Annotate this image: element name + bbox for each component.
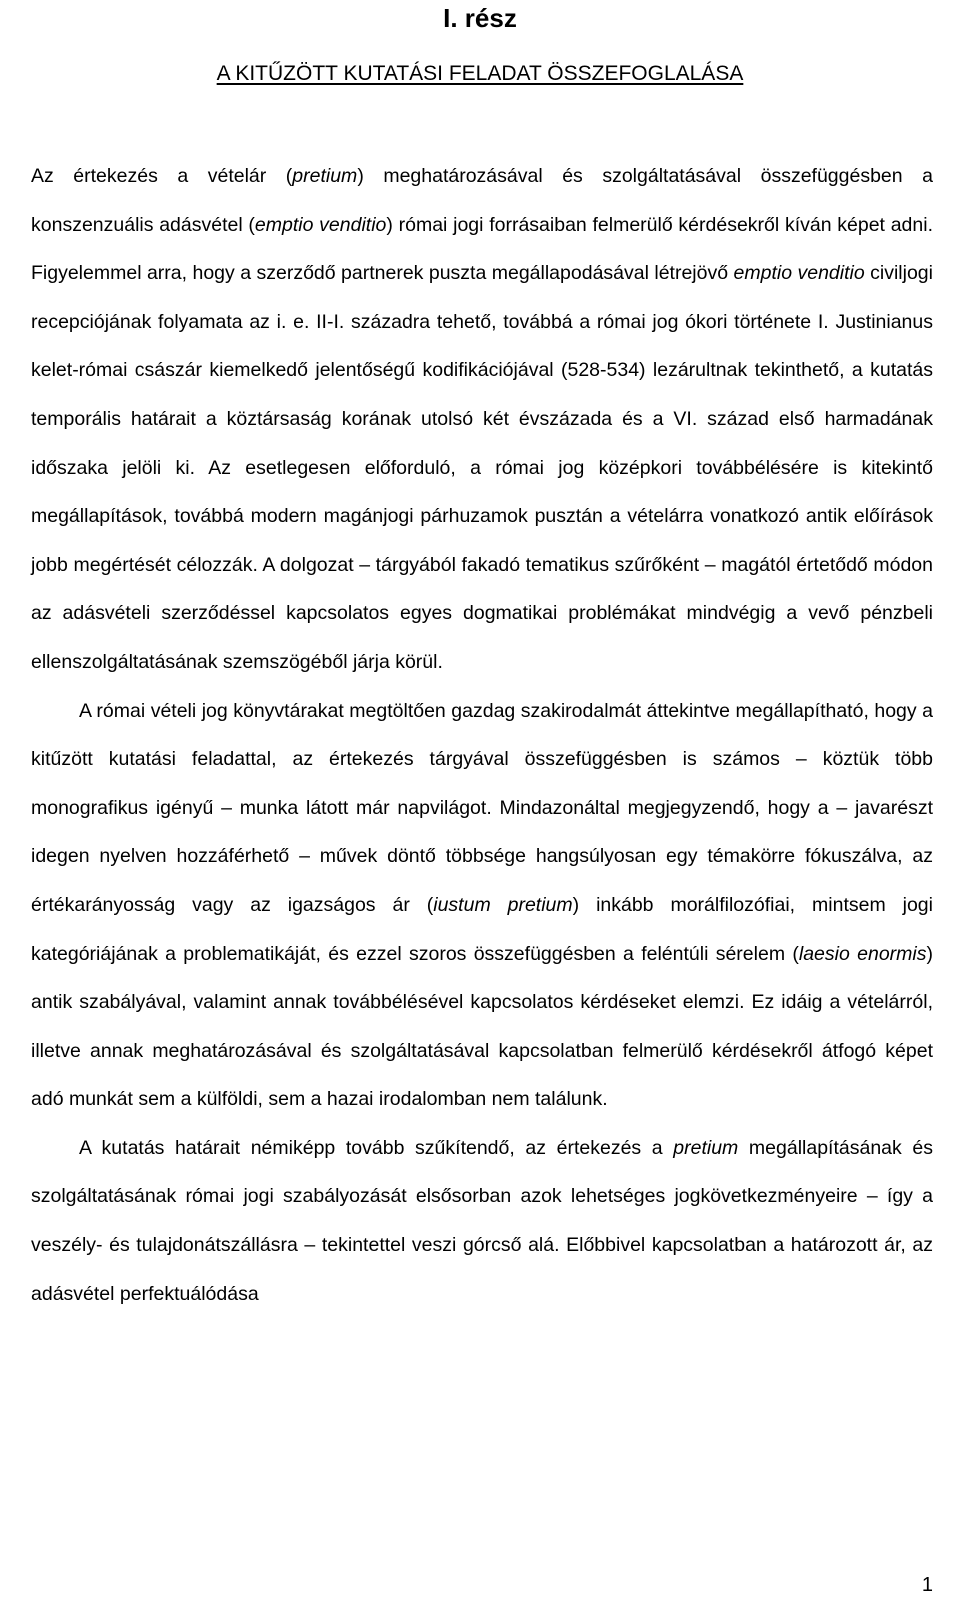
body-text xyxy=(31,152,933,1318)
paragraph-1 xyxy=(31,152,933,687)
paragraph-3 xyxy=(31,1124,933,1318)
section-title: A KITŰZÖTT KUTATÁSI FELADAT ÖSSZEFOGLALÁSA xyxy=(216,62,744,85)
italic-term: emptio venditio xyxy=(733,262,865,285)
text-run: ) meghatározásával és szolgáltatásával összefüggésben a konszenzuális adásvétel ( xyxy=(31,165,933,236)
text-run: ) antik szabályával, valamint annak továbbélésével kapcsolatos kérdéseket elemzi. Ez idáig a vételárról, illetve annak meghatározásával és szolgáltatásával kapcsolatban felmerülő kérdésekről átfogó képet adó munkát sem a külföldi, sem a hazai irodalomban nem találunk. xyxy=(31,942,933,1111)
text-run: civiljogi recepciójának folyamata az i. e. II-I. századra tehető, továbbá a római jog ókori története I. Justinianus kelet-római császár kiemelkedő jelentőségű kodifikációjával (528-534) lezárultnak tekinthető, a kutatás temporális határait a köztársaság korának utolsó két évszázada és a VI. század első harmadának időszaka jelöli ki. Az esetlegesen előforduló, a római jog középkori továbbélésére is kitekintő megállapítások, továbbá modern magánjogi párhuzamok pusztán a vételárra vonatkozó antik előírások jobb megértését célozzák. A dolgozat – tárgyából fakadó tematikus szűrőként – magától értetődő módon az adásvételi szerződéssel kapcsolatos egyes dogmatikai problémákat mindvégig a vevő pénzbeli ellenszolgáltatásának szemszögéből járja körül. xyxy=(31,262,933,673)
italic-term: pretium xyxy=(292,165,358,187)
text-run: A római vételi jog könyvtárakat megtöltően gazdag szakirodalmát áttekintve megállapítható, hogy a kitűzött kutatási feladattal, az értekezés tárgyával összefüggésben is számos – köztük több monografikus igényű – munka látott már napvilágot. Mindazonáltal megjegyzendő, hogy a – javarészt idegen nyelven hozzáférhető – művek döntő többsége hangsúlyosan egy témakörre fókuszálva, az értékarányosság vagy az igazságos ár ( xyxy=(31,699,933,916)
italic-term: laesio enormis xyxy=(798,942,927,965)
text-run: ) római jogi forrásaiban felmerülő kérdésekről kíván képet adni. Figyelemmel arra, hogy a szerződő partnerek puszta megállapodásával létrejövő xyxy=(31,213,933,285)
italic-term: pretium xyxy=(673,1136,739,1159)
text-run: Az értekezés a vételár ( xyxy=(31,165,293,187)
text-run: megállapításának és szolgáltatásának római jogi szabályozását elsősorban azok lehetséges jogkövetkezményeire – így a veszély- és tulajdonátszállásra – tekintettel veszi górcső alá. Előbbivel kapcsolatban a határozott ár, az adásvétel perfektuálódása xyxy=(31,1136,933,1305)
page-number: 1 xyxy=(921,1574,933,1596)
paragraph-2 xyxy=(31,687,933,1124)
text-run: A kutatás határait némiképp tovább szűkítendő, az értekezés a xyxy=(79,1136,674,1159)
italic-term: iustum pretium xyxy=(433,893,573,916)
text-run: ) inkább morálfilozófiai, mintsem jogi kategóriájának a problematikáját, és ezzel szoros összefüggésben a feléntúli sérelem ( xyxy=(31,893,933,965)
italic-term: emptio venditio xyxy=(254,213,387,236)
part-title: I. rész xyxy=(443,3,517,33)
